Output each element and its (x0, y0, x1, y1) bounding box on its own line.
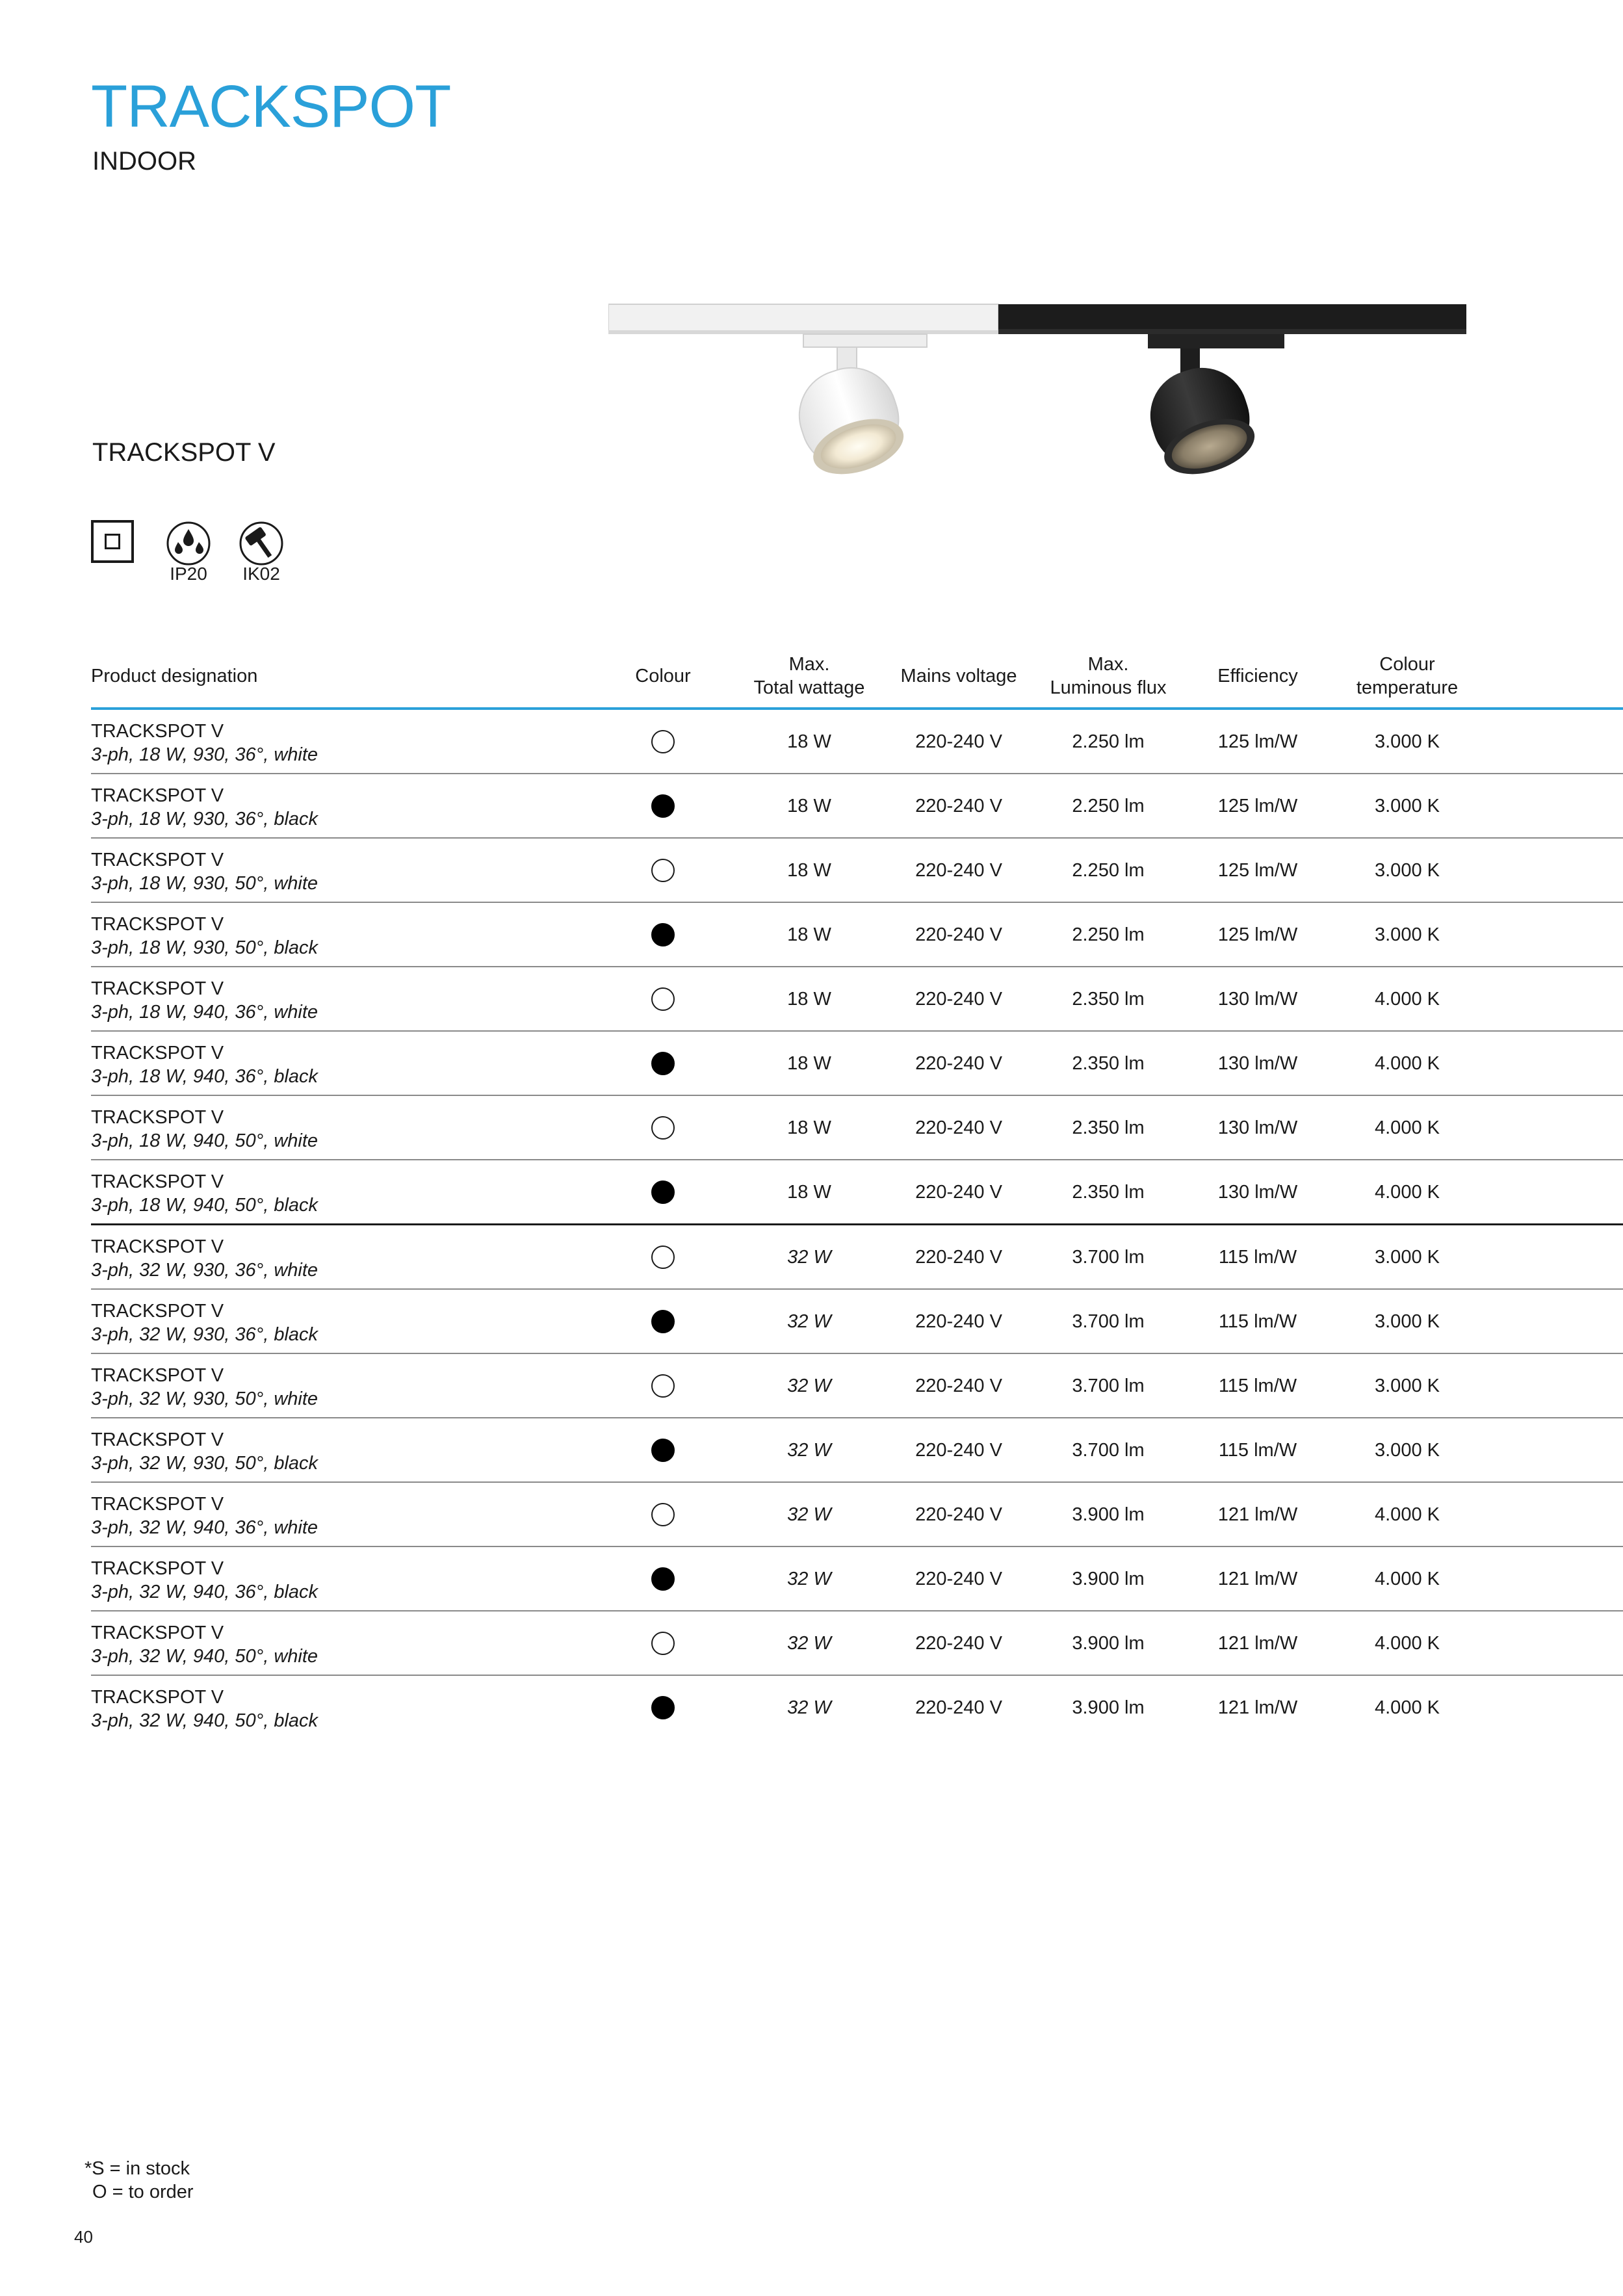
product-designation: TRACKSPOT V (91, 1686, 224, 1708)
wattage-cell: 18 W (728, 774, 890, 838)
table-row (91, 1160, 1623, 1225)
page-title: TRACKSPOT (91, 73, 451, 140)
voltage-cell: 220-240 V (890, 1031, 1027, 1095)
wattage-cell: 18 W (728, 838, 890, 902)
designation-cell (91, 1675, 598, 1739)
colour-black-dot-icon (651, 1181, 675, 1204)
product-detail: 3-ph, 32 W, 940, 50°, black (91, 1710, 318, 1731)
spacer-cell (1488, 902, 1623, 967)
colour-black-dot-icon (651, 1052, 675, 1075)
product-detail: 3-ph, 32 W, 930, 36°, black (91, 1324, 318, 1345)
table-row (91, 1031, 1623, 1095)
designation-cell (91, 1611, 598, 1675)
colour-white-dot-icon (651, 1503, 675, 1526)
voltage-cell: 220-240 V (890, 1418, 1027, 1482)
wattage-cell: 32 W (787, 1697, 831, 1718)
product-detail: 3-ph, 18 W, 940, 36°, black (91, 1065, 318, 1087)
table-row (91, 967, 1623, 1031)
efficiency-cell: 121 lm/W (1189, 1546, 1326, 1611)
product-designation: TRACKSPOT V (91, 1171, 224, 1192)
wattage-cell: 32 W (728, 1482, 890, 1546)
temperature-cell: 4.000 K (1326, 1546, 1488, 1611)
spacer-cell (1488, 1031, 1623, 1095)
product-designation: TRACKSPOT V (91, 1429, 224, 1450)
header-efficiency: Efficiency (1189, 645, 1326, 709)
table-row (91, 1353, 1623, 1418)
flux-cell: 3.900 lm (1027, 1546, 1189, 1611)
designation-cell (91, 1482, 598, 1546)
voltage-cell: 220-240 V (890, 902, 1027, 967)
efficiency-cell: 125 lm/W (1189, 774, 1326, 838)
product-detail: 3-ph, 18 W, 930, 50°, black (91, 937, 318, 958)
designation-cell (91, 709, 598, 774)
voltage-cell: 220-240 V (890, 1160, 1027, 1225)
efficiency-cell: 115 lm/W (1189, 1353, 1326, 1418)
colour-black-dot-icon (651, 1310, 675, 1333)
wattage-cell: 32 W (728, 1353, 890, 1418)
temperature-cell: 4.000 K (1326, 1031, 1488, 1095)
header-designation: Product designation (91, 645, 598, 709)
spacer-cell (1488, 838, 1623, 902)
flux-cell: 3.700 lm (1027, 1225, 1189, 1290)
protection-class-ii-icon (91, 520, 134, 563)
product-detail: 3-ph, 18 W, 930, 36°, white (91, 744, 318, 765)
voltage-cell: 220-240 V (890, 967, 1027, 1031)
voltage-cell: 220-240 V (890, 774, 1027, 838)
ik02-hammer-icon (238, 520, 285, 567)
designation-cell (91, 1546, 598, 1611)
colour-cell (598, 1095, 728, 1160)
wattage-cell: 32 W (728, 1418, 890, 1482)
temperature-cell: 3.000 K (1326, 1418, 1488, 1482)
table-row (91, 1225, 1623, 1290)
spacer-cell (1488, 1418, 1623, 1482)
product-designation: TRACKSPOT V (91, 978, 224, 999)
product-detail: 3-ph, 32 W, 930, 36°, white (91, 1259, 318, 1281)
product-designation: TRACKSPOT V (91, 913, 224, 935)
product-designation: TRACKSPOT V (91, 1042, 224, 1063)
wattage-cell: 18 W (728, 1031, 890, 1095)
table-row (91, 902, 1623, 967)
temperature-cell: 4.000 K (1326, 1611, 1488, 1675)
colour-cell (598, 902, 728, 967)
temperature-cell: 3.000 K (1326, 1289, 1488, 1353)
designation-cell (91, 1160, 598, 1225)
voltage-cell: 220-240 V (890, 1095, 1027, 1160)
product-designation: TRACKSPOT V (91, 1364, 224, 1386)
product-detail: 3-ph, 18 W, 940, 50°, black (91, 1194, 318, 1216)
spacer-cell (1488, 1611, 1623, 1675)
spacer-cell (1488, 1095, 1623, 1160)
product-designation: TRACKSPOT V (91, 1300, 224, 1322)
designation-cell (91, 774, 598, 838)
colour-cell (598, 1418, 728, 1482)
colour-white-dot-icon (651, 730, 675, 753)
colour-cell (598, 1675, 728, 1739)
table-row (91, 838, 1623, 902)
temperature-cell: 4.000 K (1326, 1095, 1488, 1160)
table-header-row (91, 645, 1623, 709)
ip20-drops-icon (165, 520, 212, 567)
temperature-cell: 3.000 K (1326, 902, 1488, 967)
colour-white-dot-icon (651, 1632, 675, 1655)
efficiency-cell: 121 lm/W (1189, 1482, 1326, 1546)
table-row (91, 1289, 1623, 1353)
temperature-cell: 4.000 K (1326, 1160, 1488, 1225)
efficiency-cell: 125 lm/W (1189, 902, 1326, 967)
flux-cell: 2.350 lm (1027, 1095, 1189, 1160)
product-detail: 3-ph, 32 W, 930, 50°, white (91, 1388, 318, 1409)
flux-cell: 2.250 lm (1027, 838, 1189, 902)
product-designation: TRACKSPOT V (91, 849, 224, 870)
flux-cell: 2.350 lm (1027, 1031, 1189, 1095)
temperature-cell: 3.000 K (1326, 1353, 1488, 1418)
designation-cell (91, 838, 598, 902)
temperature-cell: 4.000 K (1326, 967, 1488, 1031)
efficiency-cell: 115 lm/W (1189, 1225, 1326, 1290)
voltage-cell: 220-240 V (915, 1697, 1002, 1718)
flux-cell: 2.250 lm (1027, 902, 1189, 967)
voltage-cell: 220-240 V (890, 1482, 1027, 1546)
wattage-cell: 32 W (728, 1225, 890, 1290)
voltage-cell: 220-240 V (890, 709, 1027, 774)
designation-cell (91, 967, 598, 1031)
table-row (91, 1095, 1623, 1160)
temperature-cell: 3.000 K (1326, 1225, 1488, 1290)
table-row (91, 1418, 1623, 1482)
designation-cell (91, 1353, 598, 1418)
efficiency-cell: 121 lm/W (1189, 1611, 1326, 1675)
temperature-cell: 4.000 K (1375, 1697, 1440, 1718)
colour-cell (598, 1482, 728, 1546)
product-detail: 3-ph, 18 W, 930, 36°, black (91, 808, 318, 829)
efficiency-cell: 130 lm/W (1189, 967, 1326, 1031)
designation-cell (91, 1095, 598, 1160)
spacer-cell (1488, 1289, 1623, 1353)
product-spec-table (91, 645, 1623, 1739)
designation-cell (91, 1289, 598, 1353)
product-designation: TRACKSPOT V (91, 1558, 224, 1579)
colour-cell (598, 1289, 728, 1353)
table-row (91, 774, 1623, 838)
wattage-cell: 18 W (728, 902, 890, 967)
voltage-cell: 220-240 V (890, 1611, 1027, 1675)
flux-cell: 3.700 lm (1027, 1289, 1189, 1353)
spacer-cell (1488, 967, 1623, 1031)
spacer-cell (1488, 1546, 1623, 1611)
product-designation: TRACKSPOT V (91, 1106, 224, 1128)
wattage-cell: 32 W (728, 1546, 890, 1611)
efficiency-cell: 115 lm/W (1189, 1418, 1326, 1482)
header-temperature: Colour temperature (1326, 645, 1488, 709)
efficiency-cell: 125 lm/W (1189, 709, 1326, 774)
colour-black-dot-icon (651, 1439, 675, 1462)
product-detail: 3-ph, 18 W, 930, 50°, white (91, 872, 318, 894)
product-detail: 3-ph, 32 W, 940, 50°, white (91, 1645, 318, 1667)
header-spacer (1488, 645, 1623, 709)
flux-cell: 2.350 lm (1027, 1160, 1189, 1225)
temperature-cell: 4.000 K (1326, 1482, 1488, 1546)
colour-cell (598, 838, 728, 902)
product-detail: 3-ph, 32 W, 940, 36°, white (91, 1517, 318, 1538)
flux-cell: 3.700 lm (1027, 1353, 1189, 1418)
footnote (84, 2157, 194, 2204)
table-row (91, 1482, 1623, 1546)
spacer-cell (1488, 709, 1623, 774)
efficiency-cell: 121 lm/W (1217, 1697, 1298, 1718)
efficiency-cell: 115 lm/W (1189, 1289, 1326, 1353)
wattage-cell: 18 W (728, 1095, 890, 1160)
product-designation: TRACKSPOT V (91, 785, 224, 806)
flux-cell: 2.350 lm (1027, 967, 1189, 1031)
colour-cell (598, 1225, 728, 1290)
certification-icons (91, 520, 312, 592)
product-photo (608, 298, 1466, 493)
designation-cell (91, 1031, 598, 1095)
voltage-cell: 220-240 V (890, 838, 1027, 902)
footnote-stock: *S = in stock (84, 2158, 190, 2179)
colour-cell (598, 709, 728, 774)
designation-cell (91, 1418, 598, 1482)
colour-black-dot-icon (651, 1567, 675, 1591)
colour-black-dot-icon (651, 923, 675, 946)
table-row (91, 1611, 1623, 1675)
product-designation: TRACKSPOT V (91, 1493, 224, 1515)
wattage-cell: 18 W (728, 709, 890, 774)
colour-white-dot-icon (651, 987, 675, 1011)
header-wattage: Max. Total wattage (728, 645, 890, 709)
product-designation: TRACKSPOT V (91, 1622, 224, 1643)
spacer-cell (1488, 1675, 1623, 1739)
ik02-label: IK02 (242, 564, 280, 584)
wattage-cell: 32 W (728, 1289, 890, 1353)
flux-cell: 3.900 lm (1072, 1697, 1145, 1718)
designation-cell (91, 1225, 598, 1290)
header-flux: Max. Luminous flux (1027, 645, 1189, 709)
colour-cell (598, 967, 728, 1031)
efficiency-cell: 125 lm/W (1189, 838, 1326, 902)
efficiency-cell: 130 lm/W (1189, 1095, 1326, 1160)
colour-cell (598, 774, 728, 838)
spacer-cell (1488, 1225, 1623, 1290)
ip20-label: IP20 (170, 564, 207, 584)
spacer-cell (1488, 1482, 1623, 1546)
product-designation: TRACKSPOT V (91, 1236, 224, 1257)
page-subtitle: INDOOR (92, 147, 196, 176)
spacer-cell (1488, 774, 1623, 838)
efficiency-cell: 130 lm/W (1189, 1031, 1326, 1095)
colour-black-dot-icon (651, 1696, 675, 1719)
flux-cell: 2.250 lm (1027, 774, 1189, 838)
colour-white-dot-icon (651, 1246, 675, 1269)
footnote-order: O = to order (92, 2182, 194, 2202)
product-detail: 3-ph, 18 W, 940, 36°, white (91, 1001, 318, 1023)
designation-cell (91, 902, 598, 967)
spacer-cell (1488, 1160, 1623, 1225)
voltage-cell: 220-240 V (890, 1353, 1027, 1418)
flux-cell: 2.250 lm (1027, 709, 1189, 774)
wattage-cell: 32 W (728, 1611, 890, 1675)
colour-black-dot-icon (651, 794, 675, 818)
colour-cell (598, 1546, 728, 1611)
product-detail: 3-ph, 32 W, 930, 50°, black (91, 1452, 318, 1474)
temperature-cell: 3.000 K (1326, 709, 1488, 774)
voltage-cell: 220-240 V (890, 1546, 1027, 1611)
spacer-cell (1488, 1353, 1623, 1418)
colour-white-dot-icon (651, 1374, 675, 1398)
efficiency-cell: 130 lm/W (1189, 1160, 1326, 1225)
product-name: TRACKSPOT V (92, 438, 276, 467)
temperature-cell: 3.000 K (1326, 838, 1488, 902)
colour-white-dot-icon (651, 859, 675, 882)
flux-cell: 3.900 lm (1027, 1611, 1189, 1675)
header-colour: Colour (598, 645, 728, 709)
colour-cell (598, 1031, 728, 1095)
flux-cell: 3.700 lm (1027, 1418, 1189, 1482)
header-voltage: Mains voltage (890, 645, 1027, 709)
colour-cell (598, 1611, 728, 1675)
table-row (91, 709, 1623, 774)
table-row (91, 1675, 1623, 1739)
product-detail: 3-ph, 18 W, 940, 50°, white (91, 1130, 318, 1151)
wattage-cell: 18 W (728, 1160, 890, 1225)
colour-cell (598, 1353, 728, 1418)
wattage-cell: 18 W (728, 967, 890, 1031)
colour-cell (598, 1160, 728, 1225)
table-row (91, 1546, 1623, 1611)
product-detail: 3-ph, 32 W, 940, 36°, black (91, 1581, 318, 1602)
voltage-cell: 220-240 V (890, 1289, 1027, 1353)
page-number: 40 (74, 2227, 93, 2247)
flux-cell: 3.900 lm (1027, 1482, 1189, 1546)
voltage-cell: 220-240 V (890, 1225, 1027, 1290)
temperature-cell: 3.000 K (1326, 774, 1488, 838)
colour-white-dot-icon (651, 1116, 675, 1140)
product-designation: TRACKSPOT V (91, 720, 224, 742)
